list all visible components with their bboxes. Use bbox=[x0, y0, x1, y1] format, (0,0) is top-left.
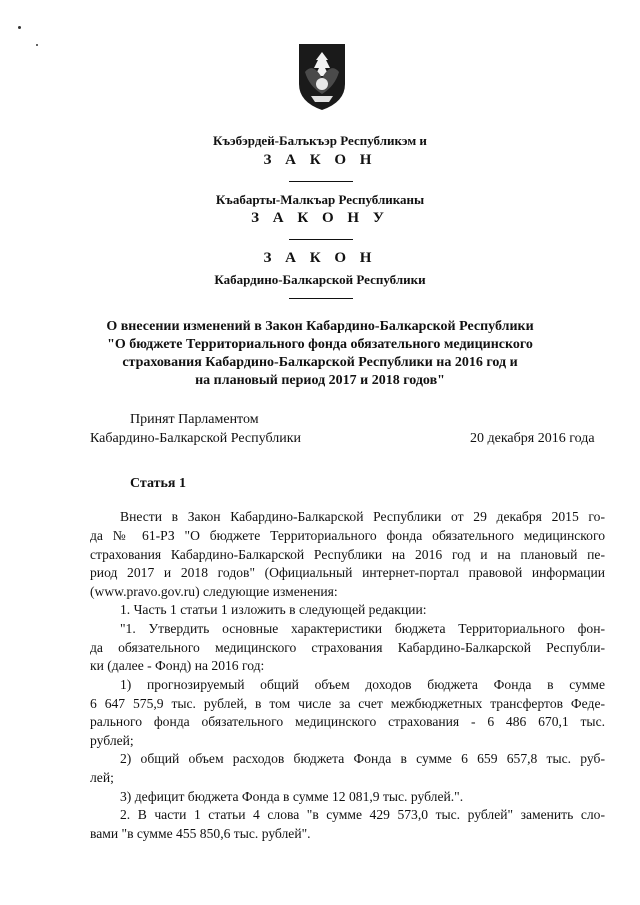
header-lang-russian: Кабардино-Балкарской Республики bbox=[214, 272, 426, 287]
law-title-line: на плановый период 2017 и 2018 годов" bbox=[195, 373, 445, 388]
article-paragraph bbox=[90, 825, 605, 844]
paragraph-line: да № 61-РЗ "О бюджете Территориального фонда обязательного медицинского bbox=[90, 528, 605, 543]
scan-speck bbox=[36, 44, 38, 46]
paragraph-line: ки (далее - Фонд) на 2016 год: bbox=[90, 658, 265, 673]
article-paragraph bbox=[90, 806, 605, 825]
header-lang-balkar: Къабарты-Малкъар Республиканы bbox=[215, 192, 425, 207]
paragraph-line: (www.pravo.gov.ru) следующие изменения: bbox=[90, 584, 338, 599]
article-paragraph bbox=[90, 639, 605, 658]
paragraph-line: "1. Утвердить основные характеристики бюджета Территориального фон- bbox=[120, 621, 605, 636]
paragraph-line: 2. В части 1 статьи 4 слова "в сумме 429 573,0 тыс. рублей" заменить сло- bbox=[120, 807, 605, 822]
paragraph-line: 1. Часть 1 статьи 1 изложить в следующей редакции: bbox=[120, 602, 427, 617]
article-paragraph bbox=[90, 564, 605, 583]
article-paragraph bbox=[90, 527, 605, 546]
article-paragraph bbox=[90, 508, 605, 527]
paragraph-line: вами "в сумме 455 850,6 тыс. рублей". bbox=[90, 826, 311, 841]
article-paragraph bbox=[90, 620, 605, 639]
law-title-line: О внесении изменений в Закон Кабардино-Балкарской Республики bbox=[106, 319, 534, 334]
header-zakon-russian: З А К О Н bbox=[263, 250, 377, 266]
article-paragraph bbox=[90, 657, 605, 676]
paragraph-line: 1) прогнозируемый общий объем доходов бюджета Фонда в сумме bbox=[120, 677, 605, 692]
header-zakon-balkar: З А К О Н У bbox=[251, 210, 389, 226]
paragraph-line: страхования Кабардино-Балкарской Республики на 2016 год и на плановый пе- bbox=[90, 547, 605, 562]
scan-speck bbox=[18, 26, 21, 29]
paragraph-line: риод 2017 и 2018 годов" (Официальный интернет-портал правовой информации bbox=[90, 565, 605, 580]
divider bbox=[289, 239, 353, 240]
article-paragraph bbox=[90, 546, 605, 565]
article-paragraph bbox=[90, 732, 605, 751]
article-paragraph bbox=[90, 788, 605, 807]
paragraph-line: рублей; bbox=[90, 733, 134, 748]
paragraph-line: 6 647 575,9 тыс. рублей, в том числе за счет межбюджетных трансфертов Феде- bbox=[90, 696, 605, 711]
adoption-date: 20 декабря 2016 года bbox=[470, 431, 595, 446]
paragraph-line: рального фонда обязательного медицинского страхования - 6 486 670,1 тыс. bbox=[90, 714, 605, 729]
divider bbox=[289, 181, 353, 182]
law-title bbox=[0, 318, 640, 390]
paragraph-line: да обязательного медицинского страхования Кабардино-Балкарской Республи- bbox=[90, 640, 605, 655]
paragraph-line: лей; bbox=[90, 770, 114, 785]
law-title-line: "О бюджете Территориального фонда обязательного медицинского bbox=[107, 337, 533, 352]
header-lang-kabardian: Къэбэрдей-Балъкъэр Республикэм и bbox=[213, 133, 427, 148]
coat-of-arms-emblem bbox=[295, 38, 349, 112]
article-paragraph bbox=[90, 769, 605, 788]
article-paragraph bbox=[90, 713, 605, 732]
adopted-by-label: Принят Парламентом bbox=[130, 412, 259, 427]
header-zakon-kabardian: З А К О Н bbox=[263, 152, 377, 168]
adopted-by-parliament: Кабардино-Балкарской Республики bbox=[90, 431, 301, 446]
paragraph-line: Внести в Закон Кабардино-Балкарской Республики от 29 декабря 2015 го- bbox=[120, 509, 605, 524]
divider bbox=[289, 298, 353, 299]
article-paragraph bbox=[90, 601, 605, 620]
article-paragraph bbox=[90, 676, 605, 695]
article-paragraph bbox=[90, 583, 605, 602]
article-paragraph bbox=[90, 750, 605, 769]
paragraph-line: 3) дефицит бюджета Фонда в сумме 12 081,9 тыс. рублей.". bbox=[120, 789, 464, 804]
article-heading: Статья 1 bbox=[130, 476, 186, 491]
article-paragraph bbox=[90, 695, 605, 714]
law-title-line: страхования Кабардино-Балкарской Республики на 2016 год и bbox=[122, 355, 518, 370]
paragraph-line: 2) общий объем расходов бюджета Фонда в сумме 6 659 657,8 тыс. руб- bbox=[120, 751, 605, 766]
